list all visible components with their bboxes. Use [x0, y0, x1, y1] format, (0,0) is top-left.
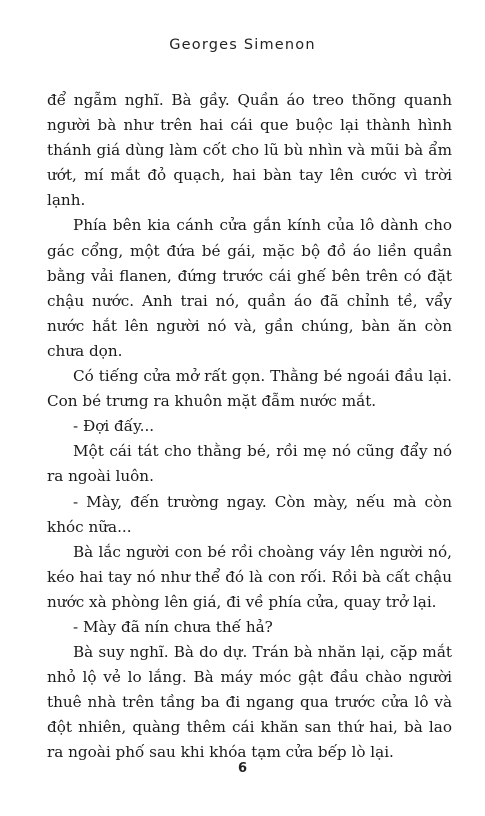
paragraph: Một cái tát cho thằng bé, rồi mẹ nó cũng đẩy nó ra ngoài luôn. [47, 442, 452, 486]
paragraph: Bà suy nghĩ. Bà do dự. Trán bà nhăn lại, cặp mắt nhỏ lộ vẻ lo lắng. Bà máy móc gật đầu chào người thuê nhà trên tầng ba đi ngang qua trước cửa lô và đột nhiên, quàng thêm cái khăn san thứ hai, bà lao ra ngoài phố sau khi khóa tạm cửa bếp lò lại. [47, 643, 452, 762]
paragraph-continued: để ngẫm nghĩ. Bà gầy. Quần áo treo thõng quanh người bà như trên hai cái que buộc lại thành hình thánh giá dùng làm cốt cho lũ bù nhìn và mũi bà ẩm ướt, mí mắt đỏ quạch, hai bàn tay lên cước vì trời lạnh. [47, 91, 452, 210]
dialogue-line: - Mày, đến trường ngay. Còn mày, nếu mà còn khóc nữa... [47, 492, 452, 536]
dialogue-line: - Đợi đấy... [73, 417, 155, 436]
paragraph: Có tiếng cửa mở rất gọn. Thằng bé ngoái đầu lại. Con bé trưng ra khuôn mặt đẫm nước mắt. [47, 367, 452, 411]
paragraph: Phía bên kia cánh cửa gắn kính của lô dành cho gác cổng, một đứa bé gái, mặc bộ đồ áo liền quần bằng vải flanen, đứng trước cái ghế bên trên có đặt chậu nước. Anh trai nó, quần áo đã chỉnh tề, vẩy nước hắt lên người nó và, gần chúng, bàn ăn còn chưa dọn. [47, 216, 452, 360]
running-header-author: Georges Simenon [169, 37, 316, 53]
dialogue-line: - Mày đã nín chưa thế hả? [73, 617, 273, 636]
page-number: 6 [237, 761, 248, 776]
paragraph: Bà lắc người con bé rồi choàng váy lên người nó, kéo hai tay nó như thể đó là con rối. Rồi bà cất chậu nước xà phòng lên giá, đi về phía cửa, quay trở lại. [47, 542, 452, 611]
body-text [47, 88, 452, 766]
